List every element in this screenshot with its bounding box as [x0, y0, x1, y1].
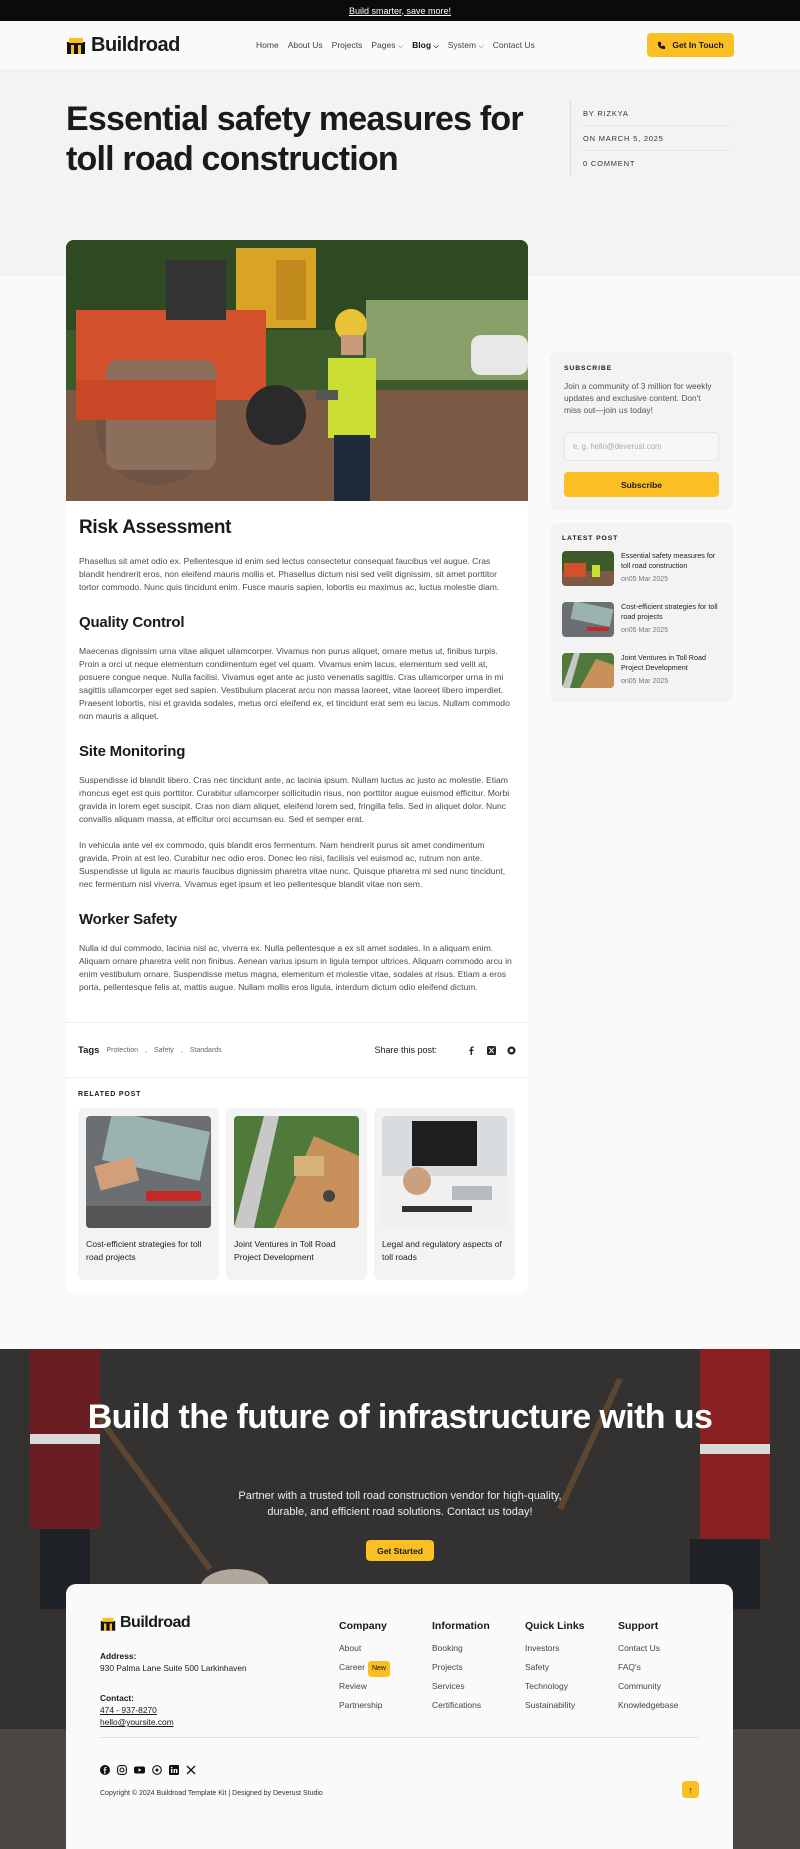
nav-home[interactable]: Home — [256, 39, 279, 50]
post-date: ON MARCH 5, 2025 — [583, 126, 730, 151]
tags-label: Tags — [78, 1044, 100, 1056]
main-nav — [0, 21, 800, 69]
construction-photo-icon — [66, 240, 528, 501]
nav-pages-label: Pages — [371, 39, 396, 50]
section-heading: Worker Safety — [79, 911, 177, 928]
social-links — [100, 1765, 196, 1775]
section-paragraph: Nulla id dui commodo, lacinia nisl ac, viverra ex. Nulla pellentesque a ex sit amet sodales. In a aliquam enim. Aliquam ornare pharetra velit non finibus. Aenean varius ipsum in ligula tempor ultrices. Aliquam commodo arcu in enim vestibulum ornare. Suspendisse metus magna, elementum et molestie vitae, sodales at risus. Etiam a eros porta, pellentesque felis at, mattis augue. Nullam mollis eros ligula, interdum dictum odio eleifend dictum. — [79, 943, 512, 992]
aerial-road-photo-icon — [234, 1116, 359, 1228]
x-icon[interactable] — [487, 1046, 496, 1055]
brand-name: Buildroad — [91, 33, 180, 56]
section-paragraph: Maecenas dignissim urna vitae aliquet ullamcorper. Vivamus non purus aliquet, ornare metus ut, finibus turpis. Proin a orci ut neque elementum condimentum eget vel quam. Vivamus enim lacus, elementum sed velit at, posuere congue neque. Nulla facilisi. Vivamus eget ante ac justo venenatis sagittis. Cras ullamcorper urna in mi sagittis ullamcorper eget sed sapien. Vestibulum placerat arcu non massa laoreet, vitae laoreet libero imperdiet. Praesent lobortis, nisi et gravida sodales, metus orci eleifend ex, et tincidunt erat sem eu lacus. Nullam commodo non mauris a aliquet. — [79, 646, 510, 721]
contact-label: Contact: — [100, 1693, 134, 1703]
footer-link[interactable]: Technology — [525, 1681, 569, 1691]
footer-link[interactable]: FAQ's — [618, 1662, 641, 1672]
latest-post-item[interactable] — [562, 602, 721, 639]
money-thumb-icon — [562, 602, 614, 637]
subscribe-label: SUBSCRIBE — [564, 365, 613, 372]
related-image — [86, 1116, 211, 1228]
facebook-icon[interactable] — [100, 1765, 110, 1775]
get-in-touch-label: Get In Touch — [672, 40, 724, 50]
latest-thumb — [562, 602, 614, 637]
subscribe-card — [550, 352, 733, 510]
nav-blog-label: Blog — [412, 39, 432, 50]
nav-projects[interactable]: Projects — [331, 39, 363, 50]
get-started-button[interactable]: Get Started — [366, 1540, 434, 1561]
tags-share-row — [66, 1022, 528, 1078]
footer-link-label: Career — [339, 1662, 365, 1672]
address-label: Address: — [100, 1651, 137, 1661]
nav-system[interactable] — [448, 40, 484, 51]
tag-separator: , — [145, 1046, 147, 1054]
related-card[interactable] — [226, 1108, 367, 1280]
related-posts — [66, 1078, 528, 1292]
column-title: Information — [432, 1620, 490, 1632]
post-comments[interactable]: 0 COMMENT — [583, 159, 636, 168]
section-heading: Site Monitoring — [79, 743, 186, 760]
column-title: Quick Links — [525, 1620, 585, 1632]
latest-post-item[interactable] — [562, 653, 721, 690]
share — [374, 1045, 516, 1055]
phone-link[interactable]: 474 - 937-8270 — [100, 1705, 157, 1715]
article-body — [66, 501, 528, 994]
footer-link[interactable]: Certifications — [432, 1700, 482, 1710]
latest-thumb — [562, 653, 614, 688]
email-link[interactable]: hello@yoursite.com — [100, 1717, 174, 1727]
footer — [66, 1584, 733, 1849]
latest-thumb — [562, 551, 614, 586]
latest-post-date: on05 Mar 2025 — [621, 627, 669, 634]
subscribe-button[interactable]: Subscribe — [564, 472, 719, 497]
nav-contact[interactable]: Contact Us — [492, 39, 535, 50]
cta-section — [0, 1349, 800, 1849]
youtube-icon[interactable] — [134, 1765, 145, 1775]
whatsapp-icon[interactable] — [152, 1765, 162, 1775]
footer-link[interactable]: Safety — [525, 1662, 550, 1672]
article-card — [66, 240, 528, 1292]
instagram-icon[interactable] — [117, 1765, 127, 1775]
aerial-thumb-icon — [562, 653, 614, 688]
related-title: Joint Ventures in Toll Road Project Development — [234, 1239, 336, 1262]
back-to-top-button[interactable] — [682, 1781, 699, 1798]
footer-link[interactable]: Booking — [432, 1643, 463, 1653]
chevron-down-icon: ⌵ — [397, 42, 404, 50]
email-field[interactable]: e. g. hello@deverust.com — [564, 432, 719, 461]
section-heading: Quality Control — [79, 614, 185, 631]
latest-post-title: Cost-efficient strategies for toll road projects — [621, 602, 718, 621]
cta-heading: Build the future of infrastructure with us — [87, 1398, 713, 1436]
address-value: 930 Palma Lane Suite 500 Larkinhaven — [100, 1663, 247, 1673]
section-paragraph: Suspendisse id blandit libero. Cras nec tincidunt ante, ac lacinia ipsum. Nullam luctus ac justo ac molestie. Etiam rhoncus eget est quis porttitor. Curabitur ullamcorper sollicitudin risus, non porttitor augue euismod efficitur. Morbi gravida in lorem eget suscipit. Cras non diam aliquet, eleifend lorem sed, fringilla felis. Sed in aliquet dolor. Nunc convallis aliquam massa, at efficitur orci accumsan eu. Sed et semper erat. — [79, 775, 510, 824]
footer-column-quick-links — [525, 1620, 618, 1718]
footer-link[interactable]: Contact Us — [618, 1643, 661, 1653]
post-author: BY RIZKYA — [583, 101, 730, 126]
nav-about[interactable]: About Us — [287, 39, 323, 50]
footer-link[interactable]: About — [339, 1643, 362, 1653]
featured-image — [66, 240, 528, 501]
related-title: Legal and regulatory aspects of toll roads — [382, 1239, 502, 1262]
post-meta — [570, 101, 730, 176]
footer-link[interactable]: Knowledgebase — [618, 1700, 679, 1710]
logo-icon — [66, 36, 86, 54]
column-title: Company — [339, 1620, 387, 1632]
linkedin-icon[interactable] — [169, 1765, 179, 1775]
copyright: Copyright © 2024 Buildroad Template Kit | Designed by Deverust Studio — [100, 1790, 323, 1797]
footer-columns — [339, 1620, 711, 1718]
money-photo-icon — [86, 1116, 211, 1228]
footer-link-career[interactable] — [339, 1661, 432, 1680]
nav-system-label: System — [447, 39, 477, 50]
nav-blog[interactable] — [412, 40, 439, 51]
section-paragraph: Phasellus sit amet odio ex. Pellentesque id enim sed lectus consectetur consequat faucibus vel augue. Cras blandit hendrerit eros, non eleifend mauris mollis et. Phasellus dictum nisi sed velit dignissim, sit amet porttitor tortor commodo. Nunc quis tincidunt enim. Fusce mauris sapien, lobortis eu maximus ac, luctus molestie diam. — [79, 556, 500, 592]
announcement-bar — [0, 0, 800, 21]
related-card[interactable] — [78, 1108, 219, 1280]
column-title: Support — [618, 1620, 659, 1632]
latest-post-title: Essential safety measures for toll road construction — [621, 551, 716, 570]
latest-post-text — [621, 551, 721, 588]
facebook-icon[interactable] — [467, 1046, 476, 1055]
latest-post-date: on05 Mar 2025 — [621, 678, 669, 685]
footer-link[interactable]: Investors — [525, 1643, 560, 1653]
latest-post-date: on05 Mar 2025 — [621, 576, 669, 583]
x-icon[interactable] — [186, 1765, 196, 1775]
related-card[interactable] — [374, 1108, 515, 1280]
related-label: RELATED POST — [78, 1091, 142, 1098]
latest-post-item[interactable] — [562, 551, 721, 588]
footer-link[interactable]: Services — [432, 1681, 465, 1691]
footer-divider — [100, 1737, 699, 1738]
footer-column-company — [339, 1620, 432, 1718]
tags — [78, 1045, 222, 1056]
sidebar — [550, 352, 733, 702]
nav-pages[interactable] — [371, 40, 403, 51]
footer-link[interactable]: Community — [618, 1681, 661, 1691]
footer-column-information — [432, 1620, 525, 1718]
related-image — [382, 1116, 507, 1228]
legal-desk-photo-icon — [382, 1116, 507, 1228]
whatsapp-icon[interactable] — [507, 1046, 516, 1055]
footer-column-support — [618, 1620, 711, 1718]
related-image — [234, 1116, 359, 1228]
latest-post-text — [621, 602, 721, 639]
latest-post-text — [621, 653, 721, 690]
tag-safety[interactable]: Safety — [153, 1046, 174, 1054]
subscribe-text: Join a community of 3 million for weekly updates and exclusive content. Don't miss out—join us today! — [564, 381, 712, 415]
post-title: Essential safety measures for toll road construction — [66, 100, 523, 178]
footer-link[interactable]: Sustainability — [525, 1700, 576, 1710]
announcement-link[interactable]: Build smarter, save more! — [348, 5, 452, 16]
get-in-touch-button[interactable] — [647, 33, 734, 57]
tag-standards[interactable]: Standards — [189, 1046, 222, 1054]
tag-separator: , — [180, 1046, 183, 1054]
phone-icon — [657, 41, 666, 50]
logo-icon — [100, 1616, 116, 1631]
main-content — [0, 276, 800, 1349]
share-label: Share this post: — [374, 1045, 437, 1055]
new-badge: New — [368, 1661, 390, 1677]
chevron-down-icon: ⌵ — [433, 42, 439, 50]
latest-label: LATEST POST — [562, 535, 619, 542]
latest-posts-card — [550, 523, 733, 702]
footer-brand-name: Buildroad — [120, 1614, 191, 1631]
chevron-down-icon: ⌵ — [478, 42, 484, 50]
brand-logo[interactable] — [66, 34, 180, 57]
related-title: Cost-efficient strategies for toll road projects — [86, 1239, 202, 1262]
nav-menu — [256, 40, 535, 51]
latest-post-title: Joint Ventures in Toll Road Project Development — [621, 653, 706, 672]
section-paragraph: In vehicula ante vel ex commodo, quis blandit eros fermentum. Nam hendrerit purus sit amet condimentum gravida. Proin at est leo. Curabitur nec odio eros. Donec leo nisi, facilisis vel euismod ac, rutrum non ante. Suspendisse ut ligula ac mauris faucibus dignissim pharetra vitae nunc. Quisque pharetra mi sed nunc tincidunt, nec fermentum nisl viverra. Vivamus eget ipsum et leo pellentesque blandit vitae non sem. — [79, 840, 506, 889]
section-heading: Risk Assessment — [79, 517, 232, 538]
tag-protection[interactable]: Protection — [106, 1046, 138, 1054]
cta-text: Partner with a trusted toll road construction vendor for high-quality, durable, and efficient road solutions. Contact us today! — [238, 1490, 562, 1518]
footer-link[interactable]: Review — [339, 1681, 367, 1691]
arrow-up-icon: ↑ — [688, 1784, 693, 1795]
footer-link[interactable]: Projects — [432, 1662, 463, 1672]
footer-link[interactable]: Partnership — [339, 1700, 383, 1710]
related-grid — [78, 1108, 516, 1280]
construction-thumb-icon — [562, 551, 614, 586]
